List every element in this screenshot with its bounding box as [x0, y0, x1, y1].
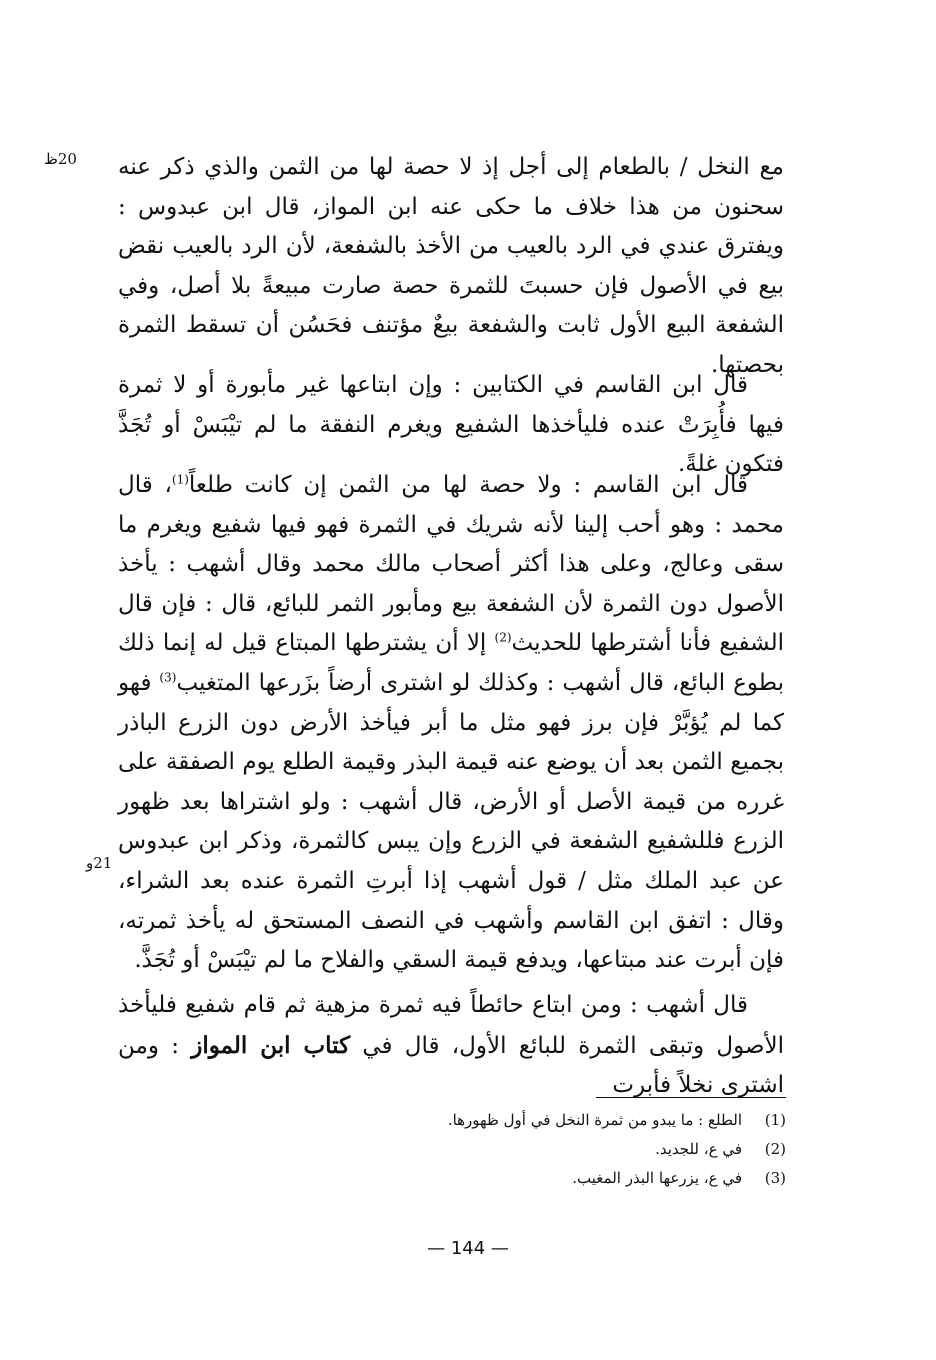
footnote-number: (2) [764, 1140, 786, 1158]
footnote-number: (3) [764, 1169, 786, 1187]
page-number: — 144 — [427, 1238, 509, 1259]
footnote-item [380, 1135, 786, 1164]
paragraph-4-part-b: : ومن اشترى نخلاً فأبرت [118, 1032, 784, 1099]
paragraph-4-part-a: قال أشهب : ومن ابتاع حائطاً فيه ثمرة مزهية ثم قام شفيع فليأخذ الأصول وتبقى الثمرة للبائع الأول، قال في [118, 992, 784, 1059]
footnote-text: الطلع : ما يبدو من ثمرة النخل في أول ظهورها. [447, 1111, 742, 1129]
paragraph-3-part-c: إلا أن يشترطها المبتاع قيل له إنما ذلك بطوع البائع، قال أشهب : وكذلك لو اشترى أرضاً بزَرعها المتغيب [118, 630, 784, 696]
footnote-text: في ع، يزرعها البذر المغيب. [572, 1169, 742, 1187]
footnote-item [380, 1106, 786, 1135]
footnote-number: (1) [764, 1111, 786, 1129]
footnote-item [380, 1164, 786, 1193]
footnote-divider [596, 1097, 786, 1098]
paragraph-1-text: مع النخل / بالطعام إلى أجل إذ لا حصة لها من الثمن والذي ذكر عنه سحنون من هذا خلاف ما حكى عنه ابن المواز، قال ابن عبدوس : ويفترق عندي في الرد بالعيب من الأخذ بالشفعة، لأن الرد بالعيب نقض بيع في الأصول فإن حسبتَ للثمرة حصة صارت مبيعةً بلا أصل، وفي الشفعة البيع الأول ثابت والشفعة بيعٌ مؤتنف فحَسُن أن تسقط الثمرة بحصتها. [118, 154, 784, 378]
paragraph-3-part-d: فهو كما لم يُؤبَّرْ فإن برز فهو مثل ما أبر فيأخذ الأرض دون الزرع الباذر بجميع الثمن بعد أن يوضع عنه قيمة البذر وقيمة الطلع يوم الصفقة على غرره من قيمة الأصل أو الأرض، قال أشهب : ولو اشتراها بعد ظهور الزرع فللشفيع الشفعة في الزرع وإن يبس كالثمرة، وذكر ابن عبدوس عن عبد الملك مثل / قول أشهب إذا أبرتِ الثمرة عنده بعد الشراء، وقال : اتفق ابن القاسم وأشهب في النصف المستحق له يأخذ ثمرته، فإن أبرت عند مبتاعها، ويدفع قيمة السقي والفلاح ما لم تيْبَسْ أو تُجَذَّ. [118, 669, 784, 974]
margin-folio-note-20: 20ظ [44, 150, 77, 168]
paragraph-3 [118, 466, 784, 981]
paragraph-3-part-a: قال ابن القاسم : ولا حصة لها من الثمن إن كانت طلعاً [188, 472, 749, 498]
footnote-ref-2[interactable]: (2) [494, 630, 512, 645]
footnote-ref-3[interactable]: (3) [159, 670, 177, 685]
paragraph-3-text [118, 466, 784, 981]
paragraph-1 [118, 148, 784, 386]
book-title-ibn-al-mawaz: كتاب ابن المواز [191, 1031, 351, 1059]
paragraph-2-text: قال ابن القاسم في الكتابين : وإن ابتاعها غير مأبورة أو لا ثمرة فيها فأُبِرَتْ عنده فليأخذها الشفيع ويغرم النفقة ما لم تيْبَسْ أو تُجَذَّ فتكون غلةً. [118, 372, 784, 478]
paragraph-4 [118, 986, 784, 1106]
footnotes [380, 1106, 786, 1193]
footnote-text: في ع، للجديد. [655, 1140, 742, 1158]
margin-folio-note-21: 21و [86, 854, 113, 872]
footnote-ref-1[interactable]: (1) [171, 472, 189, 487]
paragraph-3-part-b: ، قال محمد : وهو أحب إلينا لأنه شريك في الثمرة فهو فيها شفيع ويغرم ما سقى وعالج، وعلى هذا أكثر أصحاب مالك محمد وقال أشهب : يأخذ الأصول دون الثمرة لأن الشفعة بيع ومأبور الثمر للبائع، قال : فإن قال الشفيع فأنا أشترطها للحديث [118, 472, 785, 657]
paragraph-4-text [118, 986, 784, 1106]
